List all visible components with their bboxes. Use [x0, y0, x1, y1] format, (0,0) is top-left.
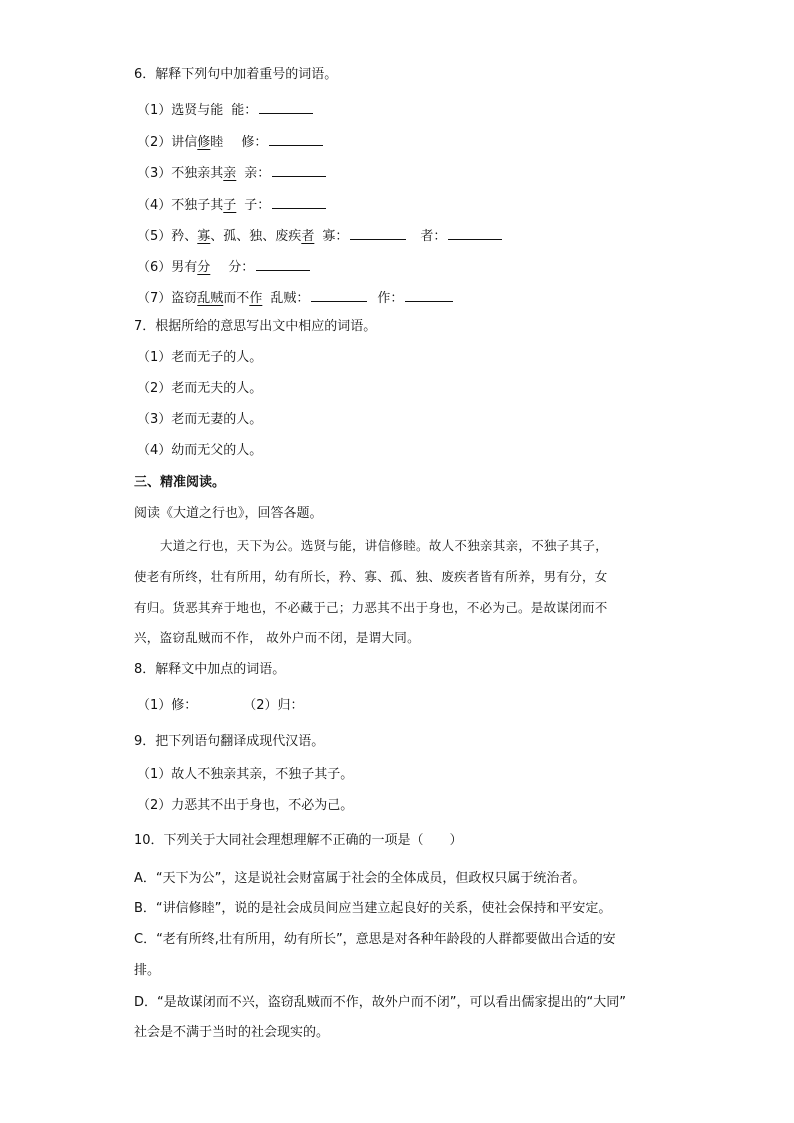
answer-blank[interactable]: [272, 162, 326, 177]
q9-item-2: （2）力恶其不出于身也，不必为己。: [137, 798, 354, 813]
q6-item-5-label2: 者：: [420, 229, 447, 244]
question-6-title: 6．解释下列句中加着重号的词语。: [134, 67, 338, 82]
question-10-title: 10．下列关于大同社会理想理解不正确的一项是（ ）: [134, 833, 463, 848]
q6-item-2-text: （2）讲信: [137, 135, 198, 150]
q6-item-7-text: （7）盗窃: [137, 291, 198, 306]
q6-item-6-label: 分：: [228, 260, 255, 275]
q6-item-6-text: （6）男有: [137, 260, 198, 275]
answer-blank[interactable]: [448, 225, 502, 240]
q6-item-3-key: 亲: [223, 166, 237, 181]
q6-item-1: [137, 99, 313, 120]
q10-option-a[interactable]: A．“天下为公”，这是说社会财富属于社会的全体成员，但政权只属于统治者。: [134, 871, 586, 886]
q10-option-d-line-2: 社会是不满于当时的社会现实的。: [134, 1025, 330, 1040]
q6-item-5-key1: 寡: [197, 229, 211, 244]
q6-item-7-label1: 乱贼：: [270, 291, 310, 306]
q6-item-3: [137, 162, 326, 183]
question-7-title: 7．根据所给的意思写出文中相应的词语。: [134, 319, 377, 334]
passage-line-4: 兴，盗窃乱贼而不作， 故外户而不闭，是谓大同。: [134, 630, 420, 645]
q6-item-4-key: 子: [223, 198, 237, 213]
q6-item-5-text: （5）矜、: [137, 229, 198, 244]
q7-item-4: （4）幼而无父的人。: [137, 443, 263, 458]
q6-item-7: [137, 287, 453, 308]
q8-item-2: （2）归：: [243, 698, 304, 713]
q6-item-7-mid: 而不: [223, 291, 250, 306]
q6-item-7-key1: 乱贼: [197, 291, 224, 306]
q10-option-d-line-1[interactable]: D．“是故谋闭而不兴，盗窃乱贼而不作，故外户而不闭”，可以看出儒家提出的“大同”: [134, 995, 626, 1010]
q6-item-2-suffix: 睦: [210, 135, 224, 150]
reading-intro: 阅读《大道之行也》，回答各题。: [134, 506, 323, 521]
q6-item-5-mid: 、孤、独、废疾: [210, 229, 302, 244]
q6-item-6-key: 分: [197, 260, 211, 275]
q10-option-c-line-2: 排。: [134, 963, 161, 978]
q6-item-5-key2: 者: [301, 229, 315, 244]
q10-option-c-line-1[interactable]: C．“老有所终,壮有所用，幼有所长”，意思是对各种年龄段的人群都要做出合适的安: [134, 932, 616, 947]
q6-item-2: [137, 131, 323, 152]
q6-item-3-label: 亲：: [244, 166, 271, 181]
question-8-title: 8．解释文中加点的词语。: [134, 662, 286, 677]
q6-item-2-label: 修：: [241, 135, 268, 150]
q7-item-3: （3）老而无妻的人。: [137, 412, 263, 427]
q6-item-2-key: 修: [197, 135, 211, 150]
passage-line-2: 使老有所终，壮有所用，幼有所长，矜、寡、孤、独、废疾者皆有所养，男有分，女: [134, 569, 608, 584]
answer-blank[interactable]: [405, 287, 453, 302]
q10-option-b[interactable]: B．“讲信修睦”，说的是社会成员间应当建立起良好的关系，使社会保持和平安定。: [134, 901, 612, 916]
section-3-heading: 三、精准阅读。: [134, 475, 226, 490]
q6-item-4-text: （4）不独子其: [137, 198, 224, 213]
q6-item-4-label: 子：: [244, 198, 271, 213]
q6-item-1-key: 能: [210, 103, 224, 118]
q7-item-2: （2）老而无夫的人。: [137, 381, 263, 396]
answer-blank[interactable]: [311, 287, 367, 302]
q6-item-1-label: 能：: [231, 103, 258, 118]
question-9-title: 9．把下列语句翻译成现代汉语。: [134, 734, 325, 749]
answer-blank[interactable]: [256, 256, 310, 271]
q6-item-6: [137, 256, 310, 277]
q7-item-1: （1）老而无子的人。: [137, 350, 263, 365]
q9-item-1: （1）故人不独亲其亲，不独子其子。: [137, 767, 354, 782]
answer-blank[interactable]: [259, 99, 313, 114]
q8-items: [137, 697, 304, 715]
q6-item-3-text: （3）不独亲其: [137, 166, 224, 181]
passage-line-1: 大道之行也，天下为公。选贤与能，讲信修睦。故人不独亲其亲，不独子其子，: [160, 538, 609, 553]
q6-item-7-key2: 作: [249, 291, 263, 306]
q6-item-4: [137, 194, 326, 215]
q6-item-5-label1: 寡：: [322, 229, 349, 244]
answer-blank[interactable]: [272, 194, 326, 209]
passage-line-3: 有归。货恶其弃于地也，不必藏于己；力恶其不出于身也，不必为己。是故谋闭而不: [134, 600, 608, 615]
q8-item-1: （1）修：: [137, 698, 198, 713]
q6-item-1-text: （1）选贤与: [137, 103, 211, 118]
q6-item-7-label2: 作：: [377, 291, 404, 306]
answer-blank[interactable]: [269, 131, 323, 146]
q6-item-5: [137, 225, 502, 246]
answer-blank[interactable]: [350, 225, 406, 240]
